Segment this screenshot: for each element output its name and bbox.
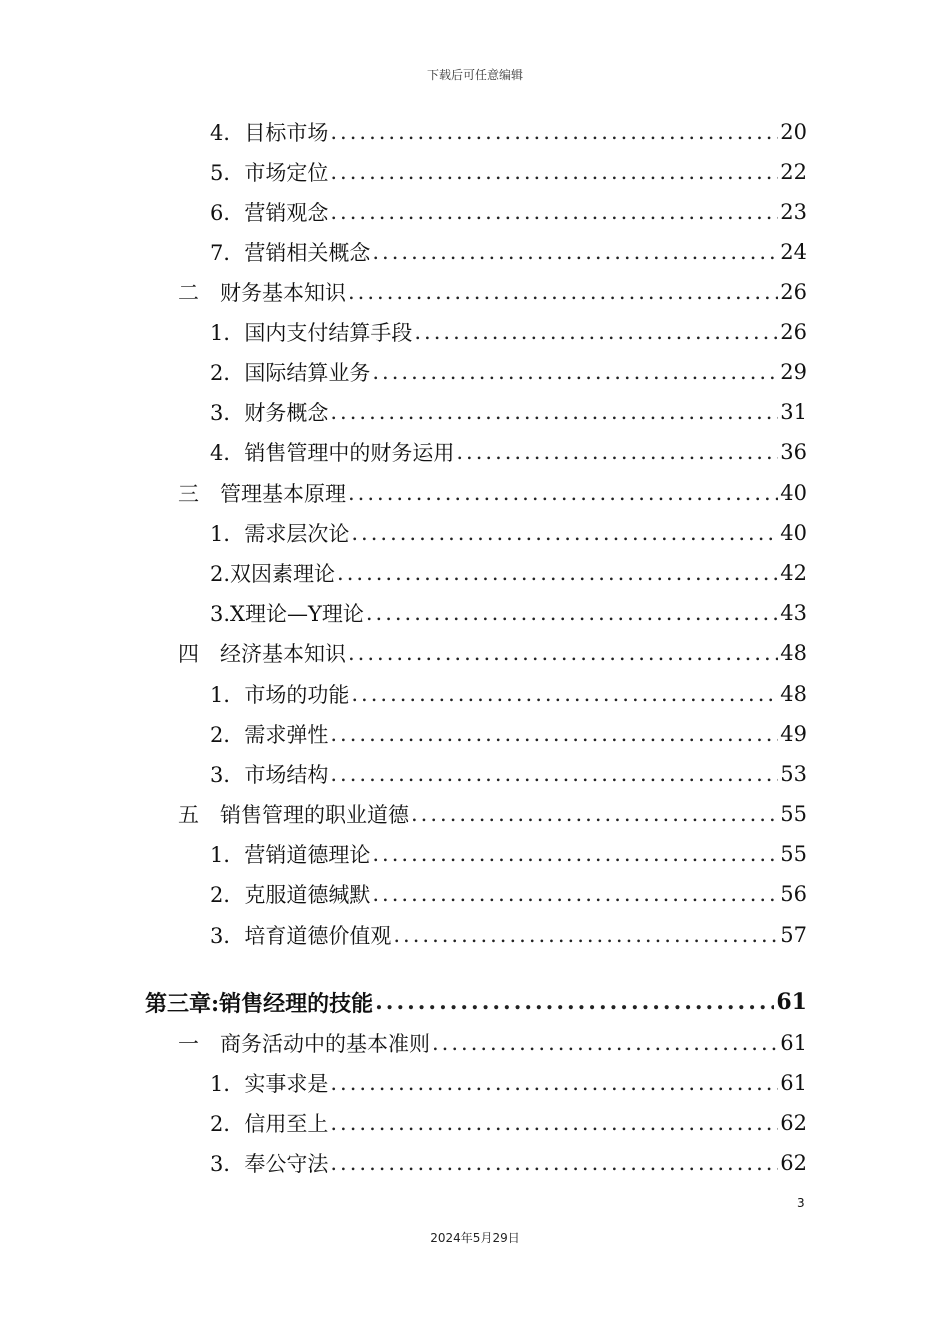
- toc-entry[interactable]: [210, 1143, 807, 1183]
- toc-entry-page: 61: [780, 1031, 807, 1055]
- toc-entry[interactable]: [210, 1103, 807, 1143]
- dot-leader: [330, 120, 778, 144]
- toc-entry-page: 43: [780, 601, 807, 625]
- dot-leader: [414, 320, 778, 344]
- toc-entry-label: 3．市场结构: [210, 763, 329, 787]
- toc-entry[interactable]: [178, 794, 807, 834]
- toc-entry-page: 26: [780, 320, 807, 344]
- toc-entry[interactable]: [210, 714, 807, 754]
- dot-leader: [330, 400, 778, 424]
- page-header: 下载后可任意编辑: [426, 68, 523, 82]
- toc-entry-label: 三 管理基本原理: [178, 482, 346, 506]
- toc-entry-label: 2．克服道德缄默: [210, 883, 371, 907]
- toc-entry-page: 55: [780, 802, 807, 826]
- toc-entry[interactable]: [210, 152, 807, 192]
- dot-leader: [366, 601, 778, 625]
- toc-entry-label: 一 商务活动中的基本准则: [178, 1032, 430, 1056]
- toc-entry[interactable]: [178, 633, 807, 673]
- dot-leader: [351, 682, 778, 706]
- toc-entry[interactable]: [178, 272, 807, 312]
- dot-leader: [330, 160, 778, 184]
- toc-entry-page: 56: [780, 882, 807, 906]
- toc-entry-page: 31: [780, 400, 807, 424]
- toc-chapter-entry[interactable]: [145, 982, 807, 1022]
- toc-entry-label: 5．市场定位: [210, 161, 329, 185]
- toc-entry-page: 26: [780, 280, 807, 304]
- toc-entry-page: 20: [780, 120, 807, 144]
- toc-entry-label: 4．销售管理中的财务运用: [210, 441, 455, 465]
- toc-entry-page: 57: [780, 923, 807, 947]
- toc-entry[interactable]: [210, 312, 807, 352]
- toc-entry-label: 四 经济基本知识: [178, 642, 346, 666]
- dot-leader: [330, 722, 778, 746]
- dot-leader: [372, 360, 778, 384]
- toc-entry[interactable]: [210, 1063, 807, 1103]
- dot-leader: [330, 1111, 778, 1135]
- toc-entry-label: 第三章:销售经理的技能: [145, 990, 374, 1017]
- toc-entry-page: 48: [780, 682, 807, 706]
- toc-entry[interactable]: [210, 915, 807, 955]
- toc-entry-label: 6．营销观念: [210, 201, 329, 225]
- toc-entry-label: 1．市场的功能: [210, 683, 350, 707]
- toc-entry-page: 53: [780, 762, 807, 786]
- toc-entry[interactable]: [210, 674, 807, 714]
- toc-entry-page: 40: [780, 521, 807, 545]
- toc-entry-label: 4．目标市场: [210, 121, 329, 145]
- page-number: 3: [797, 1196, 805, 1210]
- toc-entry-label: 1．营销道德理论: [210, 843, 371, 867]
- dot-leader: [348, 280, 778, 304]
- toc-entry-page: 55: [780, 842, 807, 866]
- dot-leader: [432, 1031, 778, 1055]
- toc-entry-page: 61: [780, 1071, 807, 1095]
- toc-entry-page: 61: [776, 989, 807, 1015]
- toc-entry-page: 40: [780, 481, 807, 505]
- dot-leader: [330, 1151, 778, 1175]
- toc-entry[interactable]: [210, 754, 807, 794]
- dot-leader: [372, 240, 778, 264]
- dot-leader: [372, 882, 778, 906]
- toc-entry-page: 49: [780, 722, 807, 746]
- toc-entry-page: 23: [780, 200, 807, 224]
- toc-entry-page: 29: [780, 360, 807, 384]
- toc-entry[interactable]: [210, 232, 807, 272]
- dot-leader: [348, 641, 778, 665]
- toc-entry-page: 42: [780, 561, 807, 585]
- dot-leader: [330, 762, 778, 786]
- dot-leader: [393, 923, 778, 947]
- toc-entry-page: 62: [780, 1151, 807, 1175]
- toc-entry[interactable]: [210, 112, 807, 152]
- toc-entry-page: 62: [780, 1111, 807, 1135]
- toc-entry[interactable]: [210, 392, 807, 432]
- dot-leader: [337, 561, 778, 585]
- dot-leader: [351, 521, 778, 545]
- toc-entry-page: 24: [780, 240, 807, 264]
- toc-entry-label: 二 财务基本知识: [178, 281, 346, 305]
- toc-entry[interactable]: [210, 352, 807, 392]
- toc-entry-page: 36: [780, 440, 807, 464]
- toc-entry-label: 3.X理论—Y理论: [210, 602, 364, 626]
- dot-leader: [372, 842, 778, 866]
- page-footer-date: 2024年5月29日: [430, 1231, 520, 1245]
- toc-entry[interactable]: [210, 874, 807, 914]
- toc-entry-label: 3．财务概念: [210, 401, 329, 425]
- toc-entry[interactable]: [210, 593, 807, 633]
- dot-leader: [456, 440, 778, 464]
- dot-leader: [375, 989, 774, 1015]
- toc-entry-label: 3．奉公守法: [210, 1152, 329, 1176]
- toc-entry[interactable]: [210, 432, 807, 472]
- dot-leader: [348, 481, 778, 505]
- toc-entry[interactable]: [210, 834, 807, 874]
- toc-entry[interactable]: [178, 1023, 807, 1063]
- toc-entry[interactable]: [178, 473, 807, 513]
- toc-entry-page: 48: [780, 641, 807, 665]
- dot-leader: [411, 802, 778, 826]
- toc-entry[interactable]: [210, 192, 807, 232]
- toc-entry[interactable]: [210, 513, 807, 553]
- toc-entry-label: 2．需求弹性: [210, 723, 329, 747]
- toc-entry-label: 1．实事求是: [210, 1072, 329, 1096]
- toc-entry-label: 2.双因素理论: [210, 562, 336, 586]
- dot-leader: [330, 1071, 778, 1095]
- toc-entry-label: 7．营销相关概念: [210, 241, 371, 265]
- toc-entry-page: 22: [780, 160, 807, 184]
- toc-entry[interactable]: [210, 553, 807, 593]
- toc-entry-label: 五 销售管理的职业道德: [178, 803, 409, 827]
- toc-entry-label: 2．国际结算业务: [210, 361, 371, 385]
- toc-entry-label: 1．国内支付结算手段: [210, 321, 413, 345]
- toc-entry-label: 3．培育道德价值观: [210, 924, 392, 948]
- dot-leader: [330, 200, 778, 224]
- toc-entry-label: 1．需求层次论: [210, 522, 350, 546]
- toc-entry-label: 2．信用至上: [210, 1112, 329, 1136]
